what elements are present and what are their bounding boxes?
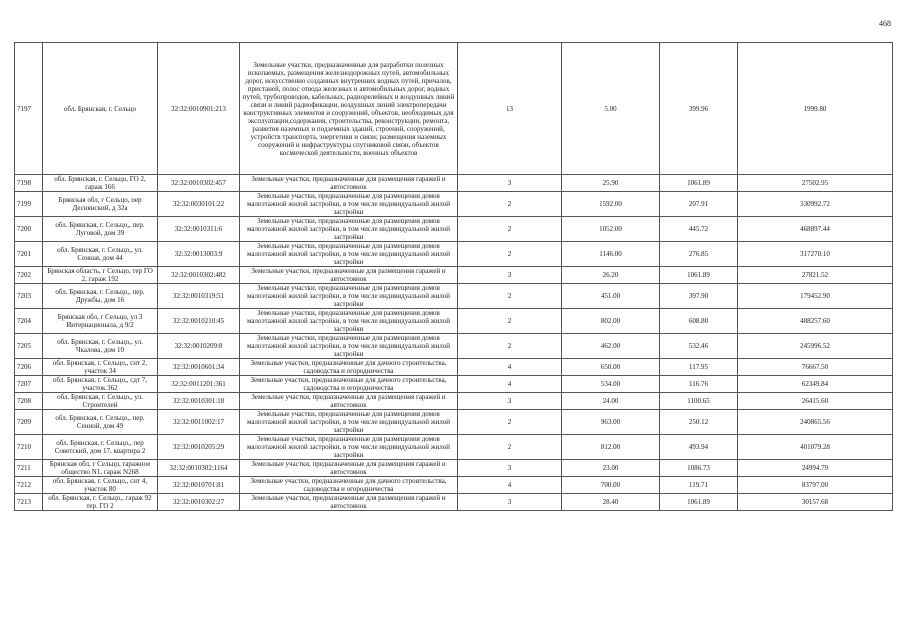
row-number: 7204: [15, 309, 43, 334]
permitted-use-cell: Земельные участки, предназначенные для размещения гаражей и автостоянок: [240, 393, 458, 410]
unit-price-cell: 1061.89: [660, 494, 738, 511]
cadastral-value-cell: 76667.50: [738, 359, 893, 376]
area-cell: 1052.00: [562, 217, 660, 242]
area-cell: 1592.00: [562, 192, 660, 217]
cadastral-value-cell: 27821.52: [738, 267, 893, 284]
permitted-use-cell: Земельные участки, предназначенные для дачного строительства, садоводства и огородничества: [240, 376, 458, 393]
category-cell: 2: [458, 217, 562, 242]
row-number: 7201: [15, 242, 43, 267]
unit-price-cell: 1100.65: [660, 393, 738, 410]
table-row: [15, 376, 893, 393]
row-number: 7203: [15, 284, 43, 309]
permitted-use-cell: Земельные участки, предназначенные для размещения гаражей и автостоянок: [240, 267, 458, 284]
cadastral-number-cell: 32:32:0010311:6: [158, 217, 240, 242]
cadastral-value-cell: 179452.90: [738, 284, 893, 309]
area-cell: 650.00: [562, 359, 660, 376]
category-cell: 2: [458, 192, 562, 217]
cadastral-value-cell: 468897.44: [738, 217, 893, 242]
table-row: [15, 43, 893, 175]
row-number: 7202: [15, 267, 43, 284]
cadastral-number-cell: 32:32:0010302:457: [158, 175, 240, 192]
category-cell: 4: [458, 376, 562, 393]
page-number: 468: [879, 19, 891, 28]
category-cell: 2: [458, 309, 562, 334]
table-row: [15, 410, 893, 435]
permitted-use-cell: Земельные участки, предназначенные для размещения гаражей и автостоянок: [240, 494, 458, 511]
category-cell: 2: [458, 410, 562, 435]
address-cell: Брянская область, г Сельцо, тер ГО 2, гараж 192: [43, 267, 158, 284]
table-row: [15, 217, 893, 242]
cadastral-number-cell: 32:32:0010302:482: [158, 267, 240, 284]
category-cell: 3: [458, 494, 562, 511]
table-row: [15, 460, 893, 477]
address-cell: обл. Брянская, г. Сельцо,, пер. Луговой, дом 39: [43, 217, 158, 242]
cadastral-number-cell: 32:32:0010301:18: [158, 393, 240, 410]
cadastral-number-cell: 32:32:0010901:213: [158, 43, 240, 175]
row-number: 7209: [15, 410, 43, 435]
permitted-use-cell: Земельные участки, предназначенные для размещения гаражей и автостоянок: [240, 175, 458, 192]
cadastral-number-cell: 32:32:0011201:361: [158, 376, 240, 393]
category-cell: 3: [458, 393, 562, 410]
address-cell: обл. Брянская, г. Сельцо,, снт 2, участок 34: [43, 359, 158, 376]
table-row: [15, 175, 893, 192]
unit-price-cell: 1086.73: [660, 460, 738, 477]
cadastral-value-cell: 27502.95: [738, 175, 893, 192]
permitted-use-cell: Земельные участки, предназначенные для размещения домов малоэтажной жилой застройки, в том числе индивидуальной жилой застройки: [240, 242, 458, 267]
unit-price-cell: 276.85: [660, 242, 738, 267]
unit-price-cell: 493.94: [660, 435, 738, 460]
land-plot-table: [14, 42, 893, 511]
cadastral-value-cell: 240865.56: [738, 410, 893, 435]
area-cell: 700.00: [562, 477, 660, 494]
cadastral-value-cell: 330992.72: [738, 192, 893, 217]
cadastral-value-cell: 30157.68: [738, 494, 893, 511]
area-cell: 812.00: [562, 435, 660, 460]
address-cell: обл. Брянская, г. Сельцо,, пер. Дружбы, дом 16: [43, 284, 158, 309]
area-cell: 963.00: [562, 410, 660, 435]
cadastral-number-cell: 32:32:0010209:8: [158, 334, 240, 359]
row-number: 7208: [15, 393, 43, 410]
area-cell: 26.20: [562, 267, 660, 284]
area-cell: 534.00: [562, 376, 660, 393]
cadastral-number-cell: 32:32:0013003:9: [158, 242, 240, 267]
row-number: 7197: [15, 43, 43, 175]
cadastral-value-cell: 317270.10: [738, 242, 893, 267]
permitted-use-cell: Земельные участки, предназначенные для размещения домов малоэтажной жилой застройки, в том числе индивидуальной жилой застройки: [240, 284, 458, 309]
cadastral-value-cell: 83797.00: [738, 477, 893, 494]
category-cell: 3: [458, 267, 562, 284]
unit-price-cell: 399.96: [660, 43, 738, 175]
category-cell: 4: [458, 359, 562, 376]
row-number: 7205: [15, 334, 43, 359]
cadastral-number-cell: 32:32:0010701:81: [158, 477, 240, 494]
area-cell: 23.00: [562, 460, 660, 477]
table-row: [15, 435, 893, 460]
unit-price-cell: 119.71: [660, 477, 738, 494]
row-number: 7207: [15, 376, 43, 393]
table-row: [15, 309, 893, 334]
area-cell: 24.00: [562, 393, 660, 410]
table-body: [15, 43, 893, 511]
row-number: 7199: [15, 192, 43, 217]
unit-price-cell: 1061.89: [660, 175, 738, 192]
category-cell: 13: [458, 43, 562, 175]
cadastral-number-cell: 32:32:0010210:45: [158, 309, 240, 334]
area-cell: 462.00: [562, 334, 660, 359]
cadastral-number-cell: 32:32:0030101:22: [158, 192, 240, 217]
permitted-use-cell: Земельные участки, предназначенные для размещения домов малоэтажной жилой застройки, в том числе индивидуальной жилой застройки: [240, 217, 458, 242]
cadastral-number-cell: 32:32:0010319:51: [158, 284, 240, 309]
cadastral-number-cell: 32:32:0011002:17: [158, 410, 240, 435]
cadastral-number-cell: 32:32:0010302:27: [158, 494, 240, 511]
category-cell: 2: [458, 242, 562, 267]
area-cell: 5.00: [562, 43, 660, 175]
permitted-use-cell: Земельные участки, предназначенные для размещения домов малоэтажной жилой застройки, в том числе индивидуальной жилой застройки: [240, 192, 458, 217]
category-cell: 2: [458, 435, 562, 460]
unit-price-cell: 1061.89: [660, 267, 738, 284]
category-cell: 2: [458, 334, 562, 359]
permitted-use-cell: Земельные участки, предназначенные для размещения гаражей и автостоянок: [240, 460, 458, 477]
permitted-use-cell: Земельные участки, предназначенные для разработки полезных ископаемых, размещения железнодорожных путей, автомобильных дорог, искусственно созданных внутренних водных путей, причалов, пристаней, полос отвода железных и автомобильных дорог, водных путей, трубопроводов, кабельных, радиорелейных и воздушных линий связи и линий радиофикации, воздушных линий электропередачи конструктивных элементов и сооружений, объектов, необходимых для эксплуатации,содержания, строительства, реконструкции, ремонта, развития наземных и подземных зданий, строений, сооружений, устройств транспорта, энергетики и связи; размещения наземных сооружений и инфраструктуры спутниковой связи, объектов космической деятельности, военных объектов: [240, 43, 458, 175]
address-cell: Брянская обл, г Сельцо, ул 3 Интернационала, д 9/2: [43, 309, 158, 334]
permitted-use-cell: Земельные участки, предназначенные для дачного строительства, садоводства и огородничества: [240, 477, 458, 494]
address-cell: обл. Брянская, г. Сельцо: [43, 43, 158, 175]
category-cell: 3: [458, 175, 562, 192]
address-cell: обл. Брянская, г. Сельцо,, ул. Чкалова, дом 10: [43, 334, 158, 359]
permitted-use-cell: Земельные участки, предназначенные для размещения домов малоэтажной жилой застройки, в том числе индивидуальной жилой застройки: [240, 309, 458, 334]
category-cell: 4: [458, 477, 562, 494]
row-number: 7213: [15, 494, 43, 511]
unit-price-cell: 117.95: [660, 359, 738, 376]
area-cell: 25.90: [562, 175, 660, 192]
address-cell: обл. Брянская, г. Сельцо,, пер Советский, дом 17, квартира 2: [43, 435, 158, 460]
row-number: 7200: [15, 217, 43, 242]
table-row: [15, 494, 893, 511]
area-cell: 802.00: [562, 309, 660, 334]
unit-price-cell: 250.12: [660, 410, 738, 435]
area-cell: 1146.00: [562, 242, 660, 267]
cadastral-number-cell: 32:32:0010302:1164: [158, 460, 240, 477]
cadastral-value-cell: 401079.28: [738, 435, 893, 460]
address-cell: обл. Брянская, г. Сельцо, ГО 2, гараж 166: [43, 175, 158, 192]
cadastral-value-cell: 26415.60: [738, 393, 893, 410]
table-row: [15, 477, 893, 494]
cadastral-value-cell: 488257.60: [738, 309, 893, 334]
row-number: 7198: [15, 175, 43, 192]
address-cell: Брянская обл, г Сельцо, пер Деснянский, д 32а: [43, 192, 158, 217]
table-row: [15, 393, 893, 410]
table-row: [15, 284, 893, 309]
unit-price-cell: 608.80: [660, 309, 738, 334]
cadastral-value-cell: 245996.52: [738, 334, 893, 359]
category-cell: 2: [458, 284, 562, 309]
cadastral-value-cell: 62349.84: [738, 376, 893, 393]
table-row: [15, 192, 893, 217]
cadastral-value-cell: 24994.79: [738, 460, 893, 477]
row-number: 7212: [15, 477, 43, 494]
cadastral-number-cell: 32:32:0010205:29: [158, 435, 240, 460]
permitted-use-cell: Земельные участки, предназначенные для дачного строительства, садоводства и огородничества: [240, 359, 458, 376]
row-number: 7210: [15, 435, 43, 460]
address-cell: Брянская обл, г Сельцо, гаражное общество N1, гараж N268: [43, 460, 158, 477]
address-cell: обл. Брянская, г. Сельцо,, ул. Строителей: [43, 393, 158, 410]
unit-price-cell: 532.46: [660, 334, 738, 359]
table-row: [15, 359, 893, 376]
address-cell: обл. Брянская, г. Сельцо,, снт 4, участок 80: [43, 477, 158, 494]
row-number: 7211: [15, 460, 43, 477]
address-cell: обл. Брянская, г. Сельцо,, сдт 7, участок 362: [43, 376, 158, 393]
permitted-use-cell: Земельные участки, предназначенные для размещения домов малоэтажной жилой застройки, в том числе индивидуальной жилой застройки: [240, 435, 458, 460]
row-number: 7206: [15, 359, 43, 376]
unit-price-cell: 397.90: [660, 284, 738, 309]
table-row: [15, 267, 893, 284]
unit-price-cell: 207.91: [660, 192, 738, 217]
cadastral-value-cell: 1999.80: [738, 43, 893, 175]
address-cell: обл. Брянская, г. Сельцо,, пер. Сенной, дом 49: [43, 410, 158, 435]
address-cell: обл. Брянская, г. Сельцо,, ул. Сенная, дом 44: [43, 242, 158, 267]
category-cell: 3: [458, 460, 562, 477]
table-row: [15, 242, 893, 267]
permitted-use-cell: Земельные участки, предназначенные для размещения домов малоэтажной жилой застройки, в том числе индивидуальной жилой застройки: [240, 410, 458, 435]
area-cell: 451.00: [562, 284, 660, 309]
unit-price-cell: 445.72: [660, 217, 738, 242]
unit-price-cell: 116.76: [660, 376, 738, 393]
address-cell: обл. Брянская, г. Сельцо,, гараж 92 тер. ГО 2: [43, 494, 158, 511]
area-cell: 28.40: [562, 494, 660, 511]
permitted-use-cell: Земельные участки, предназначенные для размещения домов малоэтажной жилой застройки, в том числе индивидуальной жилой застройки: [240, 334, 458, 359]
table-row: [15, 334, 893, 359]
cadastral-number-cell: 32:32:0010601:34: [158, 359, 240, 376]
